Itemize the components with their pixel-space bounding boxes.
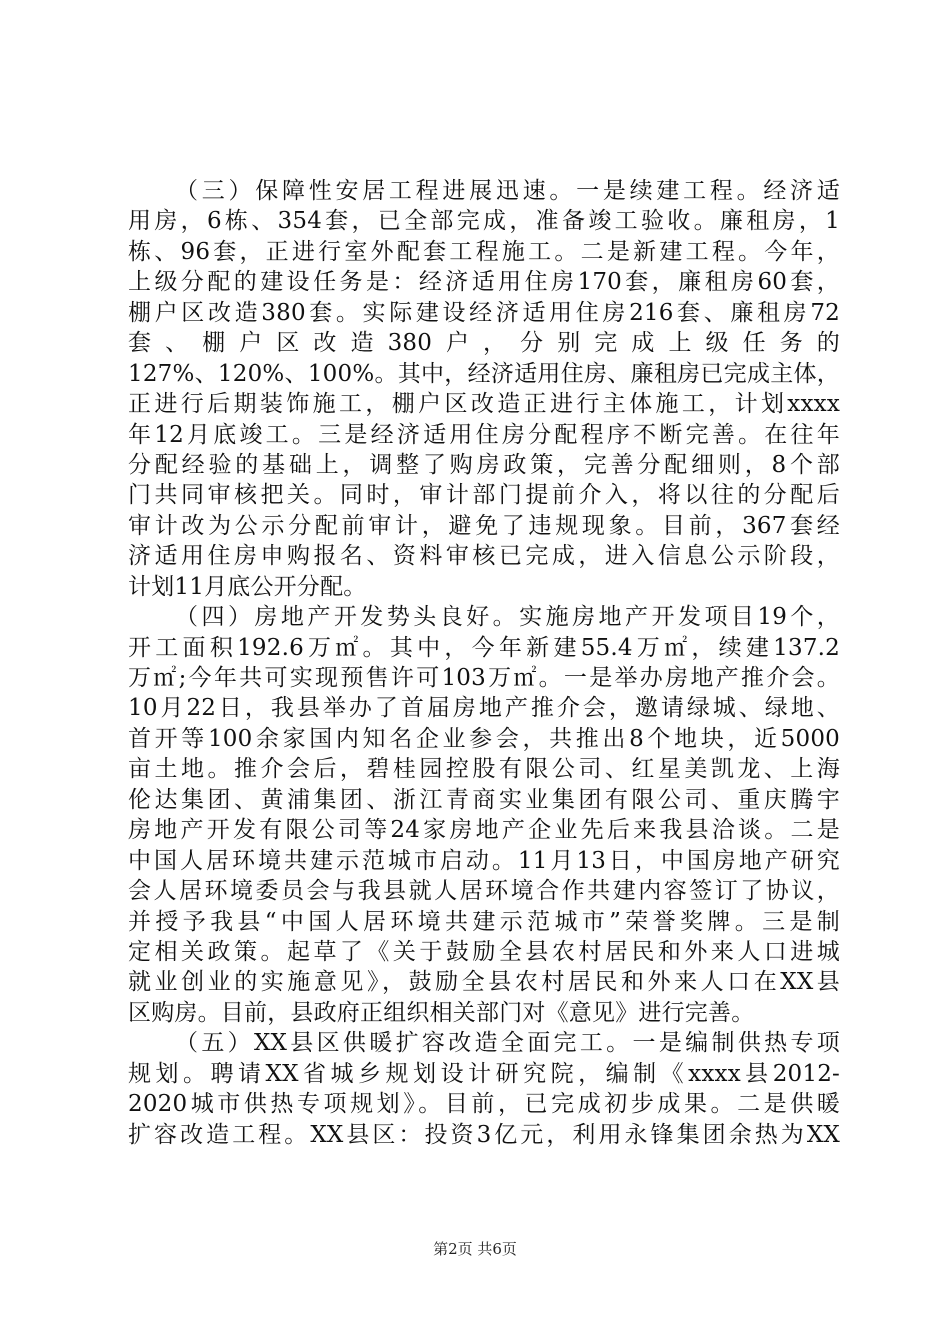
paragraph-4-line: 并授予我县“中国人居环境共建示范城市”荣誉奖牌。三是制 <box>128 908 840 935</box>
paragraph-3-line: 计划11月底公开分配。 <box>128 573 367 600</box>
paragraph-3-line: 上级分配的建设任务是：经济适用住房170套，廉租房60套， <box>128 269 840 296</box>
paragraph-4-line: 亩土地。推介会后，碧桂园控股有限公司、红星美凯龙、上海 <box>128 756 840 783</box>
paragraph-4-line: 万㎡;今年共可实现预售许可103万㎡。一是举办房地产推介会。 <box>128 665 840 691</box>
paragraph-4-line: 房地产开发有限公司等24家房地产企业先后来我县洽谈。二是 <box>128 817 840 844</box>
body-text <box>128 176 840 1150</box>
paragraph-4-line: 首开等100余家国内知名企业参会，共推出8个地块，近5000 <box>128 725 840 752</box>
paragraph-5-line: 扩容改造工程。XX县区：投资3亿元，利用永锋集团余热为XX <box>128 1121 840 1148</box>
paragraph-4-line: （四）房地产开发势头良好。实施房地产开发项目19个， <box>175 604 840 631</box>
paragraph-3-line: 济适用住房申购报名、资料审核已完成，进入信息公示阶段， <box>128 543 840 570</box>
paragraph-5-line: 规划。聘请XX省城乡规划设计研究院，编制《xxxx县2012- <box>128 1060 840 1087</box>
paragraph-3-line: 用房，6栋、354套，已全部完成，准备竣工验收。廉租房，1 <box>128 208 840 235</box>
paragraph-3-line: 棚户区改造380套。实际建设经济适用住房216套、廉租房72 <box>128 299 840 326</box>
paragraph-4-line: 会人居环境委员会与我县就人居环境合作共建内容签订了协议， <box>128 878 840 905</box>
paragraph-3-line: 正进行后期装饰施工，棚户区改造正进行主体施工，计划xxxx <box>128 391 840 418</box>
paragraph-3-line: （三）保障性安居工程进展迅速。一是续建工程。经济适 <box>175 178 840 204</box>
paragraph-4-line: 就业创业的实施意见》，鼓励全县农村居民和外来人口在XX县 <box>128 969 840 996</box>
paragraph-3-line: 127%、120%、100%。其中，经济适用住房、廉租房已完成主体， <box>128 360 840 387</box>
paragraph-3-line: 分配经验的基础上，调整了购房政策，完善分配细则，8个部 <box>128 451 840 478</box>
paragraph-3-line: 套、棚户区改造380户，分别完成上级任务的 <box>128 330 840 357</box>
paragraph-3-line: 年12月底竣工。三是经济适用住房分配程序不断完善。在往年 <box>128 421 840 448</box>
paragraph-4-line: 伦达集团、黄浦集团、浙江青商实业集团有限公司、重庆腾宇 <box>128 786 840 813</box>
paragraph-5-line: 2020城市供热专项规划》。目前，已完成初步成果。二是供暖 <box>128 1091 840 1118</box>
paragraph-3-line: 栋、96套，正进行室外配套工程施工。二是新建工程。今年， <box>128 238 840 265</box>
paragraph-4-line: 区购房。目前，县政府正组织相关部门对《意见》进行完善。 <box>128 999 755 1026</box>
paragraph-4-line: 中国人居环境共建示范城市启动。11月13日，中国房地产研究 <box>128 847 840 874</box>
paragraph-4-line: 10月22日，我县举办了首届房地产推介会，邀请绿城、绿地、 <box>128 695 840 722</box>
paragraph-4-line: 开工面积192.6万㎡。其中，今年新建55.4万㎡，续建137.2 <box>128 634 840 661</box>
paragraph-3-line: 审计改为公示分配前审计，避免了违规现象。目前，367套经 <box>128 512 840 539</box>
paragraph-5-line: （五）XX县区供暖扩容改造全面完工。一是编制供热专项 <box>175 1030 840 1057</box>
paragraph-3-line: 门共同审核把关。同时，审计部门提前介入，将以往的分配后 <box>128 482 840 509</box>
page-number-footer: 第2页 共6页 <box>433 1240 517 1258</box>
paragraph-4-line: 定相关政策。起草了《关于鼓励全县农村居民和外来人口进城 <box>128 938 840 965</box>
